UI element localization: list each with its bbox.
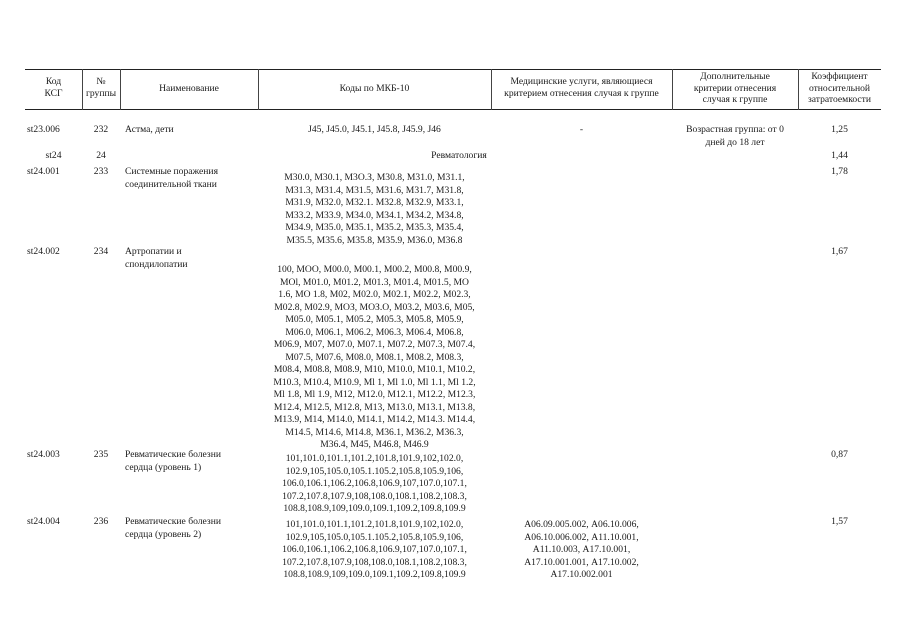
row-medical-services: - xyxy=(579,124,584,135)
header-bottom-rule xyxy=(25,109,881,110)
header-additional-criteria: Дополнительные критерии отнесения случая к группе xyxy=(693,71,777,105)
header-code: Код КСГ xyxy=(44,76,63,99)
header-group-number: № группы xyxy=(85,76,117,99)
row-icd-codes: J45, J45.0, J45.1, J45.8, J45.9, J46 xyxy=(308,124,441,135)
row-name: Артропатии и спондилопатии xyxy=(125,246,188,270)
row-coefficient: 1,25 xyxy=(831,124,848,135)
row-coefficient: 1,78 xyxy=(831,166,848,177)
header-name: Наименование xyxy=(159,83,219,94)
row-coefficient: 0,87 xyxy=(831,449,848,460)
header-medical-services: Медицинские услуги, являющиеся критерием отнесения случая к группе xyxy=(504,76,659,99)
row-code: st24.004 xyxy=(27,516,60,527)
row-group-number: 234 xyxy=(93,246,109,257)
row-code: st24.001 xyxy=(27,166,60,177)
row-icd-codes: 101,101.0,101.1,101.2,101.8,101.9,102,102.0, 102.9,105,105.0,105.1.105.2,105.8,105.9,106, 106.0,106.1,106.2,106.8,106.9,107,107.0,107.1, 107.2,107.8,107.9,108,108.0,108.1,108.2,108.3, 108.8,108.9,109,109.0,109.1,109.2,109.8,109.9 xyxy=(282,453,467,514)
row-coefficient: 1,57 xyxy=(831,516,848,527)
row-group-number: 233 xyxy=(93,166,109,177)
row-coefficient: 1,44 xyxy=(831,150,848,161)
row-icd-codes: 101,101.0,101.1,101.2,101.8,101.9,102,102.0, 102.9,105,105.0,105.1.105.2,105.8,105.9,106, 106.0,106.1,106.2,106.8,106.9,107,107.0,107.1, 107.2,107.8,107.9,108,108.0,108.1,108.2,108.3, 108.8,108.9,109,109.0,109.1,109.2,109.8,109.9 xyxy=(282,519,467,580)
row-name: Ревматические болезни сердца (уровень 2) xyxy=(125,516,221,540)
row-icd-codes: М30.0, М30.1, М3О.З, М30.8, М31.0, М31.1, М31.3, М31.4, М31.5, М31.6, М31.7, М31.8, М31.9, М32.0, М32.1. М32.8, М32.9, М33.1, М33.2, М33.9, М34.0, М34.1, М34.2, М34.8, М34.9, М35.0, М35.1, М35.2, М35.3, М35.4, М35.5, М35.6, М35.8, М35.9, М36.0, М36.8 xyxy=(284,172,465,246)
row-name: Ревматические болезни сердца (уровень 1) xyxy=(125,449,221,473)
row-icd-codes: 100, МОО, М00.0, М00.1, М00.2, М00.8, М00.9, МОl, М01.0, М01.2, М01.3, М01.4, М01.5, МО 1.6, МО 1.8, М02, М02.0, М02.1, М02.2, М02.3, М02.8, М02.9, МОЗ, МОЗ.О, М03.2, М03.6, М05, М05.0, М05.1, М05.2, М05.3, М05.8, М05.9, М06.0, М06.1, М06.2, М06.3, М06.4, М06.8, М06.9, М07, М07.0, М07.1, М07.2, М07.3, М07.4, М07.5, М07.6, М08.0, М08.1, М08.2, М08.3, М08.4, М08.8, М08.9, М10, М10.0, М10.1, М10.2, М10.3, М10.4, М10.9, Ml 1, Ml 1.0, Ml 1.1, Ml 1.2, Мl 1.8, Ml 1.9, М12, М12.0, М12.1, М12.2, М12.3, М12.4, М12.5, М12.8, М13, М13.0, М13.1, М13.8, М13.9, М14, М14.0, М14.1, М14.2, М14.3. М14.4, М14.5, М14.6, М14.8, М36.1, М36.2, М36.3, М36.4, М45, М46.8, М46.9 xyxy=(273,264,476,450)
row-group-number: 24 xyxy=(96,150,106,161)
row-additional-criteria: Возрастная группа: от 0 дней до 18 лет xyxy=(686,124,784,148)
header-coefficient: Коэффициент относительной затратоемкости xyxy=(807,71,872,105)
row-name: Системные поражения соединительной ткани xyxy=(125,166,218,190)
row-code: st24.003 xyxy=(27,449,60,460)
row-medical-services: А06.09.005.002, А06.10.006, А06.10.006.002, А11.10.001, А11.10.003, А17.10.001, А17.10.001.001, А17.10.002, А17.10.002.001 xyxy=(524,519,639,580)
row-coefficient: 1,67 xyxy=(831,246,848,257)
row-code: st23.006 xyxy=(27,124,60,135)
row-group-number: 236 xyxy=(93,516,109,527)
row-code: st24.002 xyxy=(27,246,60,257)
header-icd-codes: Коды по МКБ-10 xyxy=(339,83,410,94)
profile-title: Ревматология xyxy=(431,150,487,161)
row-name: Астма, дети xyxy=(125,124,174,135)
row-group-number: 232 xyxy=(93,124,109,135)
table-top-rule xyxy=(25,69,881,70)
row-group-number: 235 xyxy=(93,449,109,460)
row-code: st24 xyxy=(45,150,62,161)
